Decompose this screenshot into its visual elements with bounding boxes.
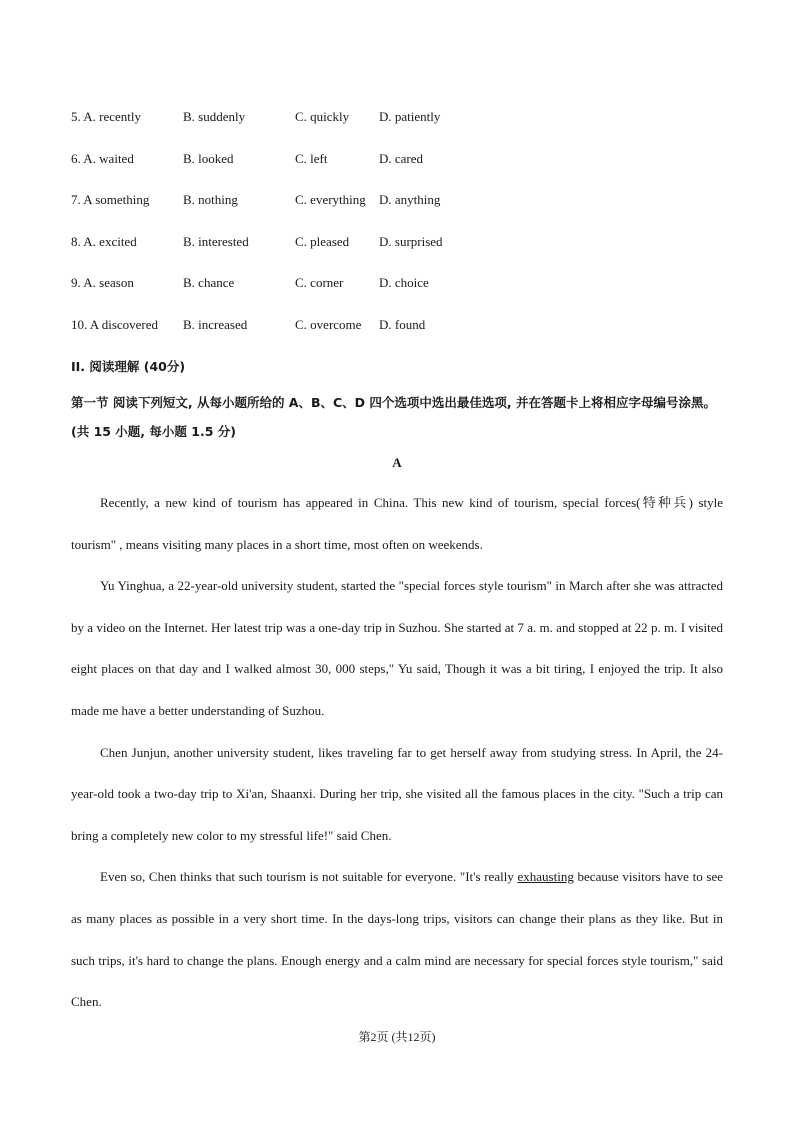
passage-paragraph: Recently, a new kind of tourism has appeared in China. This new kind of tourism, special forces(特种兵) style tourism" , means visiting many places in a short time, most often on weekends. [71, 495, 723, 552]
page-number: 第2页 (共12页) [358, 1030, 436, 1044]
option-a: 8. A. excited [71, 233, 137, 249]
option-a: 7. A something [71, 192, 150, 208]
paragraph-text: because visitors have to see as many places as possible in a very short time. In the days-long trips, visitors can change their plans as they like. But in such trips, it's hard to change the plans. Enough energy and a calm mind are necessary for special forces style tourism," said Chen. [71, 869, 723, 1010]
option-d: D. patiently [379, 109, 441, 124]
option-c: C. corner [295, 275, 344, 291]
passage-paragraph [71, 856, 723, 1022]
option-d: D. cared [379, 150, 424, 166]
underlined-word: exhausting [517, 869, 574, 885]
option-b: B. interested [183, 233, 249, 249]
option-a: 5. A. recently [71, 109, 142, 124]
section-heading: II. 阅读理解 (40分) [71, 359, 186, 374]
option-c: C. quickly [295, 109, 350, 124]
option-d: D. surprised [379, 233, 443, 249]
passage-paragraph: Yu Yinghua, a 22-year-old university student, started the "special forces style tourism" in March after she was attracted by a video on the Internet. Her latest trip was a one-day trip in Suzhou. She started at 7 a. m. and stopped at 22 p. m. I visited eight places on that day and I walked almost 30, 000 steps," Yu said, Though it was a bit tiring, I enjoyed the trip. It also made me have a better understanding of Suzhou. [71, 578, 723, 718]
passage-body [71, 482, 723, 1023]
option-b: B. nothing [183, 192, 238, 208]
option-c: C. left [295, 150, 328, 166]
option-b: B. increased [183, 316, 248, 332]
option-b: B. chance [183, 275, 235, 291]
option-a: 10. A discovered [71, 316, 159, 332]
section-instruction: 第一节 阅读下列短文, 从每小题所给的 A、B、C、D 四个选项中选出最佳选项, 并在答题卡上将相应字母编号涂黑。 (共 15 小题, 每小题 1.5 分) [71, 395, 717, 439]
option-b: B. looked [183, 150, 234, 166]
option-d: D. choice [379, 275, 429, 291]
option-a: 9. A. season [71, 275, 134, 291]
option-b: B. suddenly [183, 109, 246, 124]
option-d: D. found [379, 316, 426, 332]
passage-title: A [392, 455, 402, 470]
option-d: D. anything [379, 192, 441, 208]
paragraph-text: Even so, Chen thinks that such tourism is not suitable for everyone. "It's really [100, 869, 518, 885]
option-c: C. pleased [295, 233, 350, 249]
passage-paragraph: Chen Junjun, another university student, likes traveling far to get herself away from studying stress. In April, the 24-year-old took a two-day trip to Xi'an, Shaanxi. During her trip, she visited all the famous places in the city. "Such a trip can bring a completely new color to my stressful life!" said Chen. [71, 744, 723, 843]
option-c: C. everything [295, 192, 366, 208]
option-a: 6. A. waited [71, 150, 134, 166]
option-c: C. overcome [295, 316, 362, 332]
